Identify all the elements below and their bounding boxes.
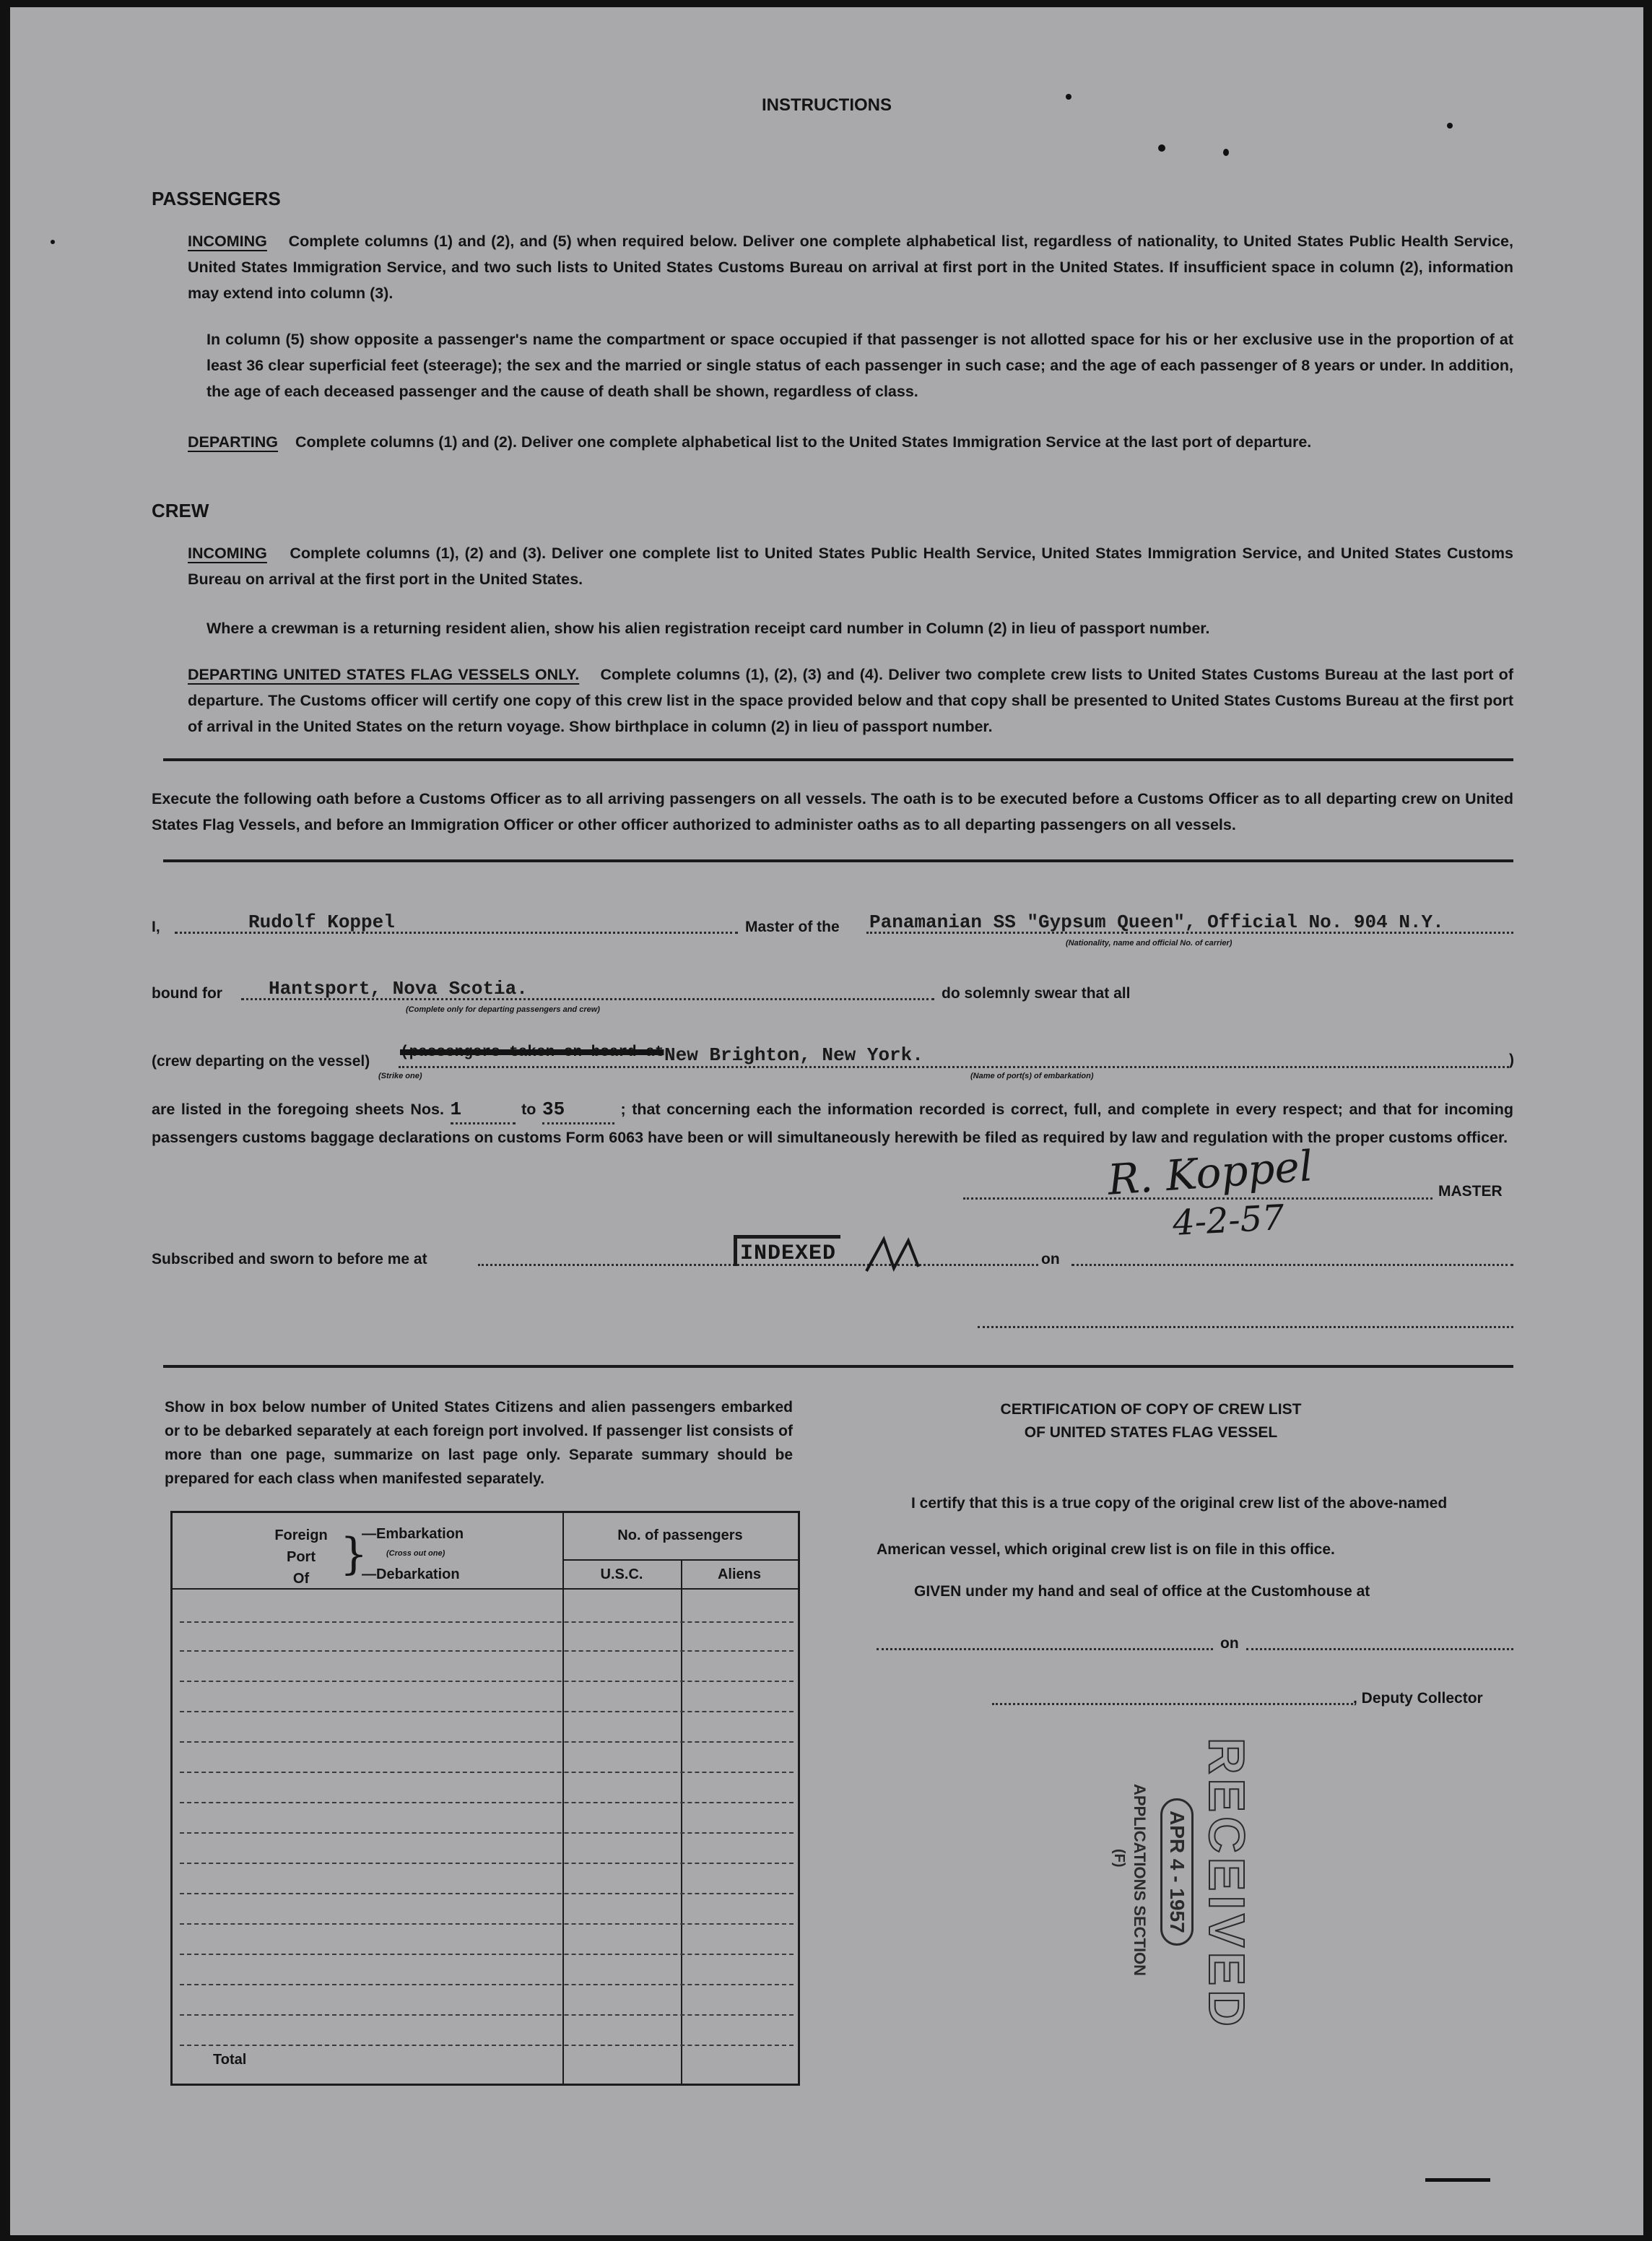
bound-for-value: Hantsport, Nova Scotia.	[269, 978, 528, 1000]
table-row	[180, 1741, 794, 1743]
customhouse-line	[877, 1648, 1213, 1650]
table-divider	[681, 1559, 682, 2084]
received-date: APR 4 - 1957	[1160, 1798, 1194, 1946]
table-row	[180, 1832, 794, 1834]
crew-incoming-body: Complete columns (1), (2) and (3). Deliver one complete list to United States Public Health Service, United States Immigration Service, and United States Customs Bureau on arrival at the first port in the United States.	[188, 545, 1513, 588]
passengers-incoming-text	[188, 228, 1513, 306]
no-of-passengers-header: No. of passengers	[617, 1527, 743, 1543]
swear-label: do solemnly swear that all	[942, 985, 1131, 1002]
vessel-caption: (Nationality, name and official No. of carrier)	[1066, 939, 1233, 948]
ink-speck	[1223, 149, 1229, 156]
brace-icon: }	[340, 1529, 368, 1579]
table-row	[180, 1954, 794, 1955]
subscribed-on-label: on	[1041, 1251, 1060, 1267]
divider-rule	[163, 758, 1513, 761]
master-of-label: Master of the	[745, 919, 840, 935]
passengers-departing-body: Complete columns (1) and (2). Deliver one complete alphabetical list to the United States Immigration Service at the last port of departure.	[295, 433, 1312, 451]
master-signature: R. Koppel	[1105, 1141, 1315, 1205]
of-word: Of	[292, 1571, 310, 1587]
embarkation-line	[399, 1066, 1509, 1068]
embarkation-port: New Brighton, New York.	[664, 1044, 923, 1066]
deputy-line	[992, 1703, 1353, 1705]
foreign-port-of-label	[258, 1525, 344, 1590]
table-row	[180, 1984, 794, 1985]
table-row	[180, 1893, 794, 1894]
total-label: Total	[213, 2052, 247, 2068]
indexed-stamp: INDEXED	[734, 1235, 840, 1266]
crew-departing-label: (crew departing on the vessel)	[152, 1053, 370, 1070]
ink-speck	[1158, 144, 1165, 152]
oath-i-label: I,	[152, 919, 160, 935]
passengers-column5-text: In column (5) show opposite a passenger's name the compartment or space occupied if that passenger is not allotted space for his or her exclusive use in the proportion of at least 36 clear superficial feet (steerage); the sex and the married or single status of each passenger in such case; and the age of each passenger of 8 years or under. In addition, the age of each deceased passenger and the cause of death shall be shown, regardless of class.	[206, 331, 1513, 400]
passengers-departing-text	[188, 429, 1513, 455]
certification-line2: American vessel, which original crew list is on file in this office.	[877, 1541, 1335, 1558]
certification-heading	[956, 1398, 1346, 1444]
sheet-from: 1	[451, 1096, 516, 1124]
subscribed-date-line	[1071, 1264, 1513, 1266]
sheets-suffix: ; that concerning each the information recorded is correct, full, and complete in every respect; and that for incoming passengers customs baggage declarations on customs Form 6063 have been or will simultaneously herewith be filed as required by law and regulation with the proper customs officer.	[152, 1101, 1513, 1146]
table-row	[180, 1923, 794, 1925]
received-stamp	[1068, 1738, 1328, 2031]
embarkation-label: —Embarkation	[362, 1526, 464, 1542]
table-row	[180, 1772, 794, 1773]
embarkation-caption: (Name of port(s) of embarkation)	[970, 1072, 1094, 1080]
port-word: Port	[287, 1549, 316, 1565]
officer-line	[978, 1326, 1513, 1328]
passengers-incoming-label: INCOMING	[188, 233, 267, 250]
passengers-heading: PASSENGERS	[152, 188, 281, 209]
certification-on-label: on	[1220, 1635, 1239, 1652]
crew-departing-label: DEPARTING UNITED STATES FLAG VESSELS ONLY.	[188, 666, 580, 683]
table-row	[180, 2045, 794, 2046]
crew-departing-body: Complete columns (1), (2), (3) and (4). Deliver two complete crew lists to United States Customs Bureau at the last port of departure. The Customs officer will certify one copy of this crew list in the space provided below and that copy shall be presented to United States Customs Bureau at the first port of arrival in the United States on the return voyage. Show birthplace in column (2) in lieu of passport number.	[188, 666, 1513, 735]
sheet-to: 35	[542, 1096, 614, 1124]
page-title: INSTRUCTIONS	[762, 95, 892, 115]
crew-departing-text	[188, 662, 1513, 740]
aliens-header: Aliens	[717, 1566, 762, 1582]
foreign-word: Foreign	[274, 1527, 328, 1543]
table-row	[180, 2014, 794, 2016]
table-subheader-rule	[562, 1559, 798, 1561]
divider-rule	[163, 1365, 1513, 1368]
bound-for-label: bound for	[152, 985, 222, 1002]
ink-speck	[1447, 123, 1453, 129]
usc-header: U.S.C.	[600, 1566, 643, 1582]
table-row	[180, 1650, 794, 1652]
received-word: RECEIVED	[1199, 1738, 1255, 2031]
document-page	[10, 7, 1643, 2235]
crew-resident-text: Where a crewman is a returning resident alien, show his alien registration receipt card number in Column (2) in lieu of passport number.	[206, 620, 1210, 637]
ink-mark	[1425, 2178, 1490, 2182]
handwritten-date: 4-2-57	[1171, 1197, 1285, 1244]
crew-incoming-label: INCOMING	[188, 545, 267, 562]
to-label: to	[521, 1101, 536, 1118]
debarkation-label: —Debarkation	[362, 1566, 460, 1582]
table-row	[180, 1621, 794, 1623]
table-row	[180, 1863, 794, 1864]
bound-caption: (Complete only for departing passengers and crew)	[406, 1005, 600, 1014]
certification-line3: GIVEN under my hand and seal of office at the Customhouse at	[914, 1583, 1370, 1600]
oath-instruction: Execute the following oath before a Customs Officer as to all arriving passengers on all vessels. The oath is to be executed before a Customs Officer as to all departing crew on United States Flag Vessels, and before an Immigration Officer or other officer authorized to administer oaths as to all departing passengers on all vessels.	[152, 790, 1513, 833]
strike-caption: (Strike one)	[378, 1072, 422, 1080]
certification-heading-line1: CERTIFICATION OF COPY OF CREW LIST	[1000, 1401, 1302, 1418]
vessel-name: Panamanian SS "Gypsum Queen", Official No. 904 N.Y.	[869, 911, 1444, 933]
divider-rule	[163, 859, 1513, 862]
certification-date-line	[1246, 1648, 1513, 1650]
crew-incoming-text	[188, 540, 1513, 592]
crew-heading: CREW	[152, 500, 209, 521]
close-paren: )	[1509, 1052, 1514, 1068]
deputy-collector-label: , Deputy Collector	[1353, 1690, 1483, 1707]
summary-instruction: Show in box below number of United States Citizens and alien passengers embarked or to be debarked separately at each foreign port involved. If passenger list consists of more than one page, summarize on last page only. Separate summary should be prepared for each class when manifested separately.	[165, 1399, 793, 1487]
indexed-initial-mark	[862, 1234, 942, 1277]
table-divider	[562, 1513, 564, 2084]
table-row	[180, 1711, 794, 1712]
passengers-departing-label: DEPARTING	[188, 433, 279, 451]
table-row	[180, 1681, 794, 1682]
struck-passengers-text: (passengers taken on board at	[400, 1044, 664, 1061]
stamp-code: (F)	[1111, 1849, 1127, 1868]
master-name: Rudolf Koppel	[248, 911, 395, 933]
certification-line1: I certify that this is a true copy of the original crew list of the above-named	[911, 1495, 1448, 1512]
table-row	[180, 1802, 794, 1803]
cross-out-label: (Cross out one)	[386, 1549, 445, 1558]
sheets-prefix: are listed in the foregoing sheets Nos.	[152, 1101, 444, 1118]
passenger-summary-table	[170, 1511, 800, 2086]
certification-heading-line2: OF UNITED STATES FLAG VESSEL	[1024, 1424, 1278, 1441]
ink-speck	[51, 240, 55, 244]
subscribed-label: Subscribed and sworn to before me at	[152, 1251, 427, 1267]
ink-speck	[1066, 94, 1071, 100]
master-label: MASTER	[1438, 1183, 1503, 1200]
applications-section: APPLICATIONS SECTION	[1131, 1784, 1149, 1977]
passengers-incoming-body: Complete columns (1) and (2), and (5) when required below. Deliver one complete alphabetical list, regardless of nationality, to United States Public Health Service, United States Immigration Service, and two such lists to United States Customs Bureau on arrival at first port in the United States. If insufficient space in column (2), information may extend into column (3).	[188, 233, 1513, 302]
